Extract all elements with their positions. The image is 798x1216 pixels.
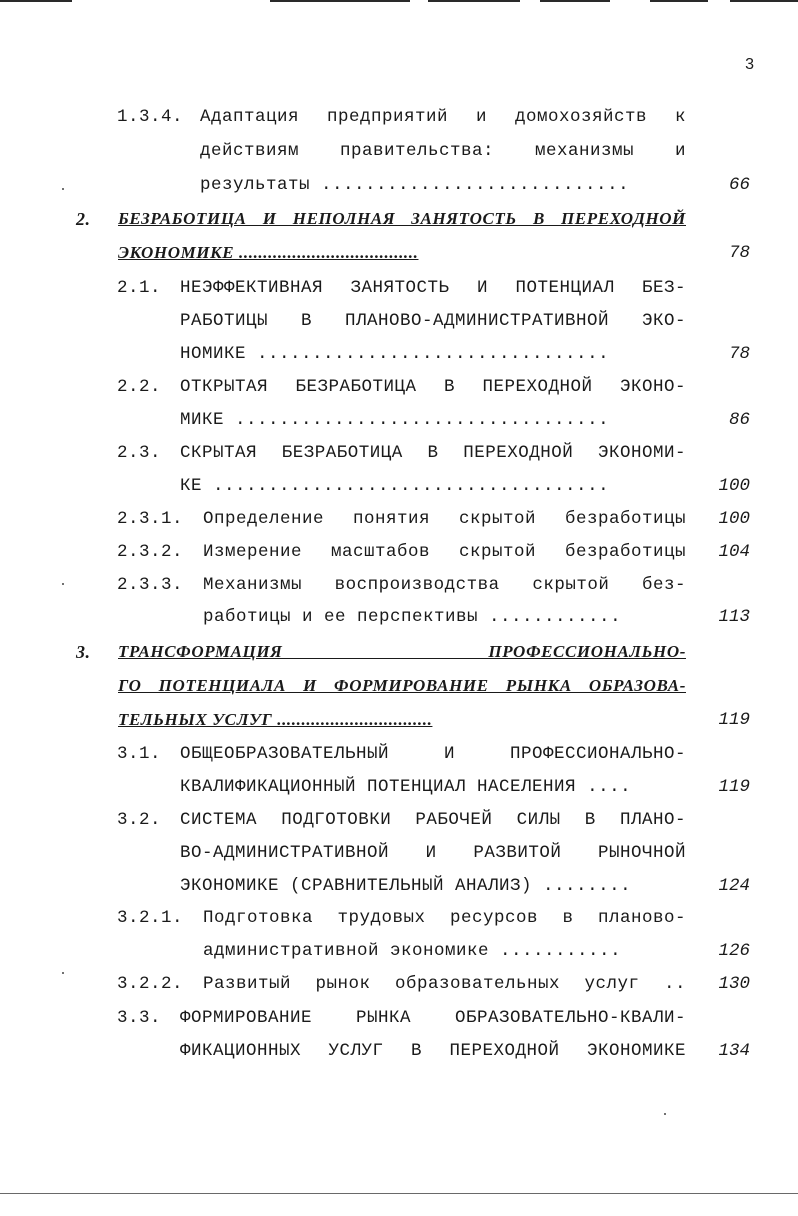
toc-entry-3-1-cont [0, 774, 798, 800]
toc-entry-2-3-cont [0, 473, 798, 499]
entry-title-line: ОБЩЕОБРАЗОВАТЕЛЬНЫЙ И ПРОФЕССИОНАЛЬНО- [180, 744, 686, 764]
entry-page-number: 119 [718, 777, 750, 797]
entry-number: 3.2. [117, 810, 162, 830]
entry-title-line: КВАЛИФИКАЦИОННЫЙ ПОТЕНЦИАЛ НАСЕЛЕНИЯ .... [180, 777, 632, 797]
toc-entry-2-2 [0, 374, 798, 400]
entry-page-number: 130 [718, 974, 750, 994]
entry-title-line: ЭКОНОМИКЕ (СРАВНИТЕЛЬНЫЙ АНАЛИЗ) ........ [180, 876, 632, 896]
chapter-title-line: БЕЗРАБОТИЦА И НЕПОЛНАЯ ЗАНЯТОСТЬ В ПЕРЕХОДНОЙ [118, 209, 686, 228]
entry-title-line: КЕ .................................... [180, 476, 610, 496]
toc-chapter-2 [0, 206, 798, 232]
entry-title-line: НЕЭФФЕКТИВНАЯ ЗАНЯТОСТЬ И ПОТЕНЦИАЛ БЕЗ- [180, 278, 686, 298]
toc-entry-3-2-cont [0, 873, 798, 899]
entry-page-number: 100 [718, 476, 750, 496]
toc-entry-1-3-4-cont [0, 138, 798, 164]
toc-entry-3-2-1-cont [0, 938, 798, 964]
toc-entry-1-3-4-cont [0, 172, 798, 198]
entry-title-line: Развитый рынок образовательных услуг .. [203, 974, 686, 994]
entry-number: 3.2.2. [117, 974, 184, 994]
entry-page-number: 113 [718, 607, 750, 627]
entry-page-number: 78 [728, 344, 750, 364]
toc-entry-2-3-2 [0, 539, 798, 565]
entry-page-number: 100 [718, 509, 750, 529]
entry-title-line: административной экономике ........... [203, 941, 622, 961]
entry-number: 2.3. [117, 443, 162, 463]
toc-entry-1-3-4 [0, 104, 798, 130]
entry-number: 2.3.2. [117, 542, 184, 562]
entry-title-line: НОМИКЕ ................................ [180, 344, 610, 364]
entry-page-number: 134 [718, 1041, 750, 1061]
entry-title-line: работицы и ее перспективы ............ [203, 607, 622, 627]
entry-page-number: 124 [718, 876, 750, 896]
entry-title-line: ОТКРЫТАЯ БЕЗРАБОТИЦА В ПЕРЕХОДНОЙ ЭКОНО- [180, 377, 686, 397]
entry-title-line: РАБОТИЦЫ В ПЛАНОВО-АДМИНИСТРАТИВНОЙ ЭКО- [180, 311, 686, 331]
entry-page-number: 78 [728, 243, 750, 263]
toc-chapter-3 [0, 639, 798, 665]
entry-number: 3.2.1. [117, 908, 184, 928]
entry-number: 3.3. [117, 1008, 162, 1028]
entry-page-number: 104 [718, 542, 750, 562]
toc-entry-2-3-1 [0, 506, 798, 532]
entry-page-number: 86 [728, 410, 750, 430]
entry-title-line: результаты ............................ [200, 175, 630, 195]
entry-title-line: действиям правительства: механизмы и [200, 141, 686, 161]
toc-entry-3-2 [0, 807, 798, 833]
chapter-title-line: ТЕЛЬНЫХ УСЛУГ ................................ [118, 710, 433, 729]
toc-entry-2-1-cont [0, 341, 798, 367]
entry-title-line: Адаптация предприятий и домохозяйств к [200, 107, 686, 127]
chapter-title-line: ТРАНСФОРМАЦИЯ ПРОФЕССИОНАЛЬНО- [118, 642, 686, 661]
entry-page-number: 119 [718, 710, 750, 730]
entry-page-number: 66 [728, 175, 750, 195]
toc-entry-2-1 [0, 275, 798, 301]
chapter-number: 2. [76, 209, 91, 229]
entry-title-line: ФИКАЦИОННЫХ УСЛУГ В ПЕРЕХОДНОЙ ЭКОНОМИКЕ [180, 1041, 686, 1061]
entry-number: 2.2. [117, 377, 162, 397]
entry-title-line: ВО-АДМИНИСТРАТИВНОЙ И РАЗВИТОЙ РЫНОЧНОЙ [180, 843, 686, 863]
entry-title-line: Определение понятия скрытой безработицы [203, 509, 686, 529]
entry-number: 3.1. [117, 744, 162, 764]
entry-title-line: Измерение масштабов скрытой безработицы [203, 542, 686, 562]
chapter-title-line: ГО ПОТЕНЦИАЛА И ФОРМИРОВАНИЕ РЫНКА ОБРАЗОВА- [118, 676, 686, 695]
toc-entry-2-3 [0, 440, 798, 466]
toc-entry-3-1 [0, 741, 798, 767]
toc-chapter-2-cont [0, 240, 798, 266]
toc-entry-3-2-2 [0, 971, 798, 997]
entry-title-line: Механизмы воспроизводства скрытой без- [203, 575, 686, 595]
entry-title-line: МИКЕ .................................. [180, 410, 610, 430]
entry-number: 1.3.4. [117, 107, 184, 127]
entry-title-line: СКРЫТАЯ БЕЗРАБОТИЦА В ПЕРЕХОДНОЙ ЭКОНОМИ- [180, 443, 686, 463]
chapter-title-line: ЭКОНОМИКЕ ..................................... [118, 243, 419, 262]
toc-entry-2-3-3 [0, 572, 798, 598]
entry-title-line: СИСТЕМА ПОДГОТОВКИ РАБОЧЕЙ СИЛЫ В ПЛАНО- [180, 810, 686, 830]
entry-title-line: ФОРМИРОВАНИЕ РЫНКА ОБРАЗОВАТЕЛЬНО-КВАЛИ- [180, 1008, 686, 1028]
entry-number: 2.3.1. [117, 509, 184, 529]
entry-page-number: 126 [718, 941, 750, 961]
toc-entry-3-2-1 [0, 905, 798, 931]
chapter-number: 3. [76, 642, 91, 662]
toc-chapter-3-cont [0, 673, 798, 699]
page-number: 3 [745, 56, 754, 73]
toc-entry-2-1-cont [0, 308, 798, 334]
toc-entry-2-2-cont [0, 407, 798, 433]
toc-chapter-3-cont [0, 707, 798, 733]
toc-entry-3-3-cont [0, 1038, 798, 1064]
toc-entry-3-3 [0, 1005, 798, 1031]
entry-number: 2.1. [117, 278, 162, 298]
toc-entry-3-2-cont [0, 840, 798, 866]
toc-entry-2-3-3-cont [0, 604, 798, 630]
entry-number: 2.3.3. [117, 575, 184, 595]
entry-title-line: Подготовка трудовых ресурсов в планово- [203, 908, 686, 928]
